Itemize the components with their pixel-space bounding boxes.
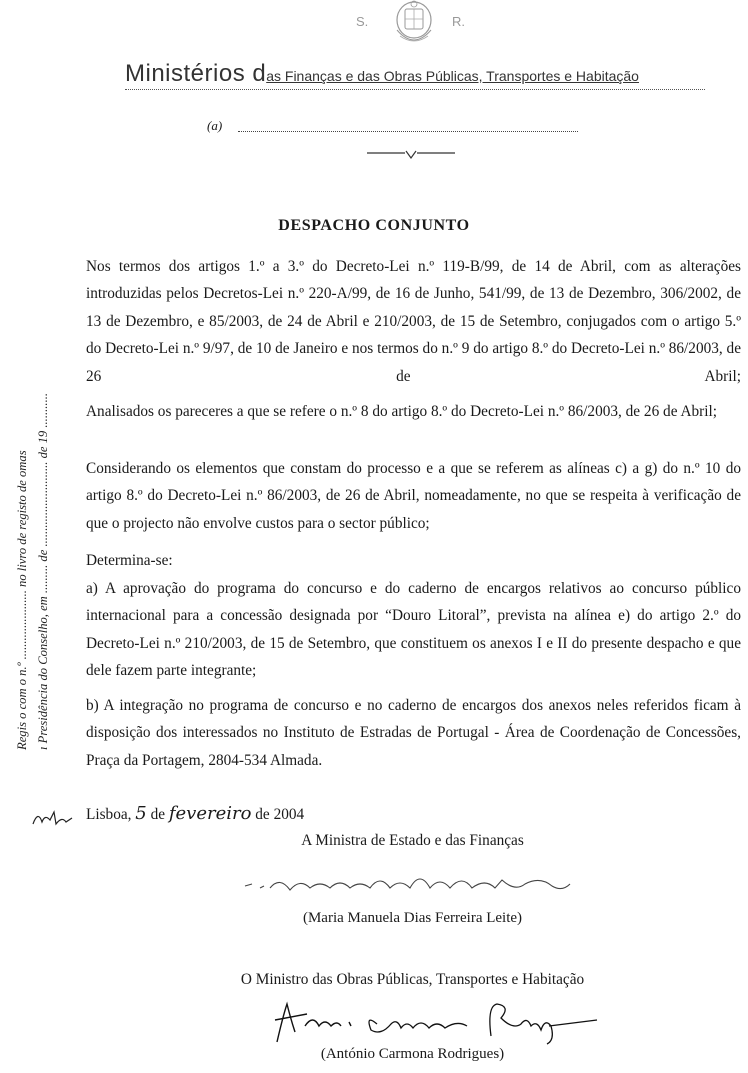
- crest-letter-left: S.: [356, 14, 369, 29]
- paragraph-item-b: b) A integração no programa de concurso e no caderno de encargos dos anexos neles referidos ficam à disposição dos interessados no Instituto de Estradas de Portugal - Área de Coordenação de Concessões, Praça da Portagem, 2804-534 Almada.: [86, 697, 741, 769]
- paragraph-determines: Determina-se:: [86, 552, 173, 569]
- margin-registry-line-2: ı Presidência do Conselho, em ......... de ........................... de 19 ...........: [36, 392, 50, 750]
- signatory-1-name: (Maria Manuela Dias Ferreira Leite): [302, 910, 523, 926]
- ministry-header-large: Ministérios d: [125, 60, 267, 87]
- margin-registry-note: [12, 393, 54, 750]
- ornament-divider-icon: [365, 146, 457, 162]
- date-day: 5: [135, 803, 147, 824]
- ministry-header: [125, 60, 705, 90]
- margin-registry-line-1: Regis o com o n.º ...................... no livro de registo de omas: [15, 450, 29, 750]
- signature-1-handwriting: [240, 866, 580, 904]
- paragraph-opinions: Analisados os pareceres a que se refere o n.º 8 do artigo 8.º do Decreto-Lei n.º 86/2003, de 26 de Abril;: [86, 403, 718, 420]
- coat-of-arms-emblem: [384, 0, 444, 50]
- place-and-date: [86, 803, 304, 824]
- place-label: Lisboa,: [86, 806, 132, 823]
- signature-2-handwriting: [265, 996, 605, 1046]
- signatory-1-role: A Ministra de Estado e das Finanças: [301, 832, 524, 849]
- paragraph-considering: Considerando os elementos que constam do processo e a que se referem as alíneas c) a g) do n.º 10 do artigo 8.º do Decreto-Lei n.º 86/2003, de 26 de Abril, nomeadamente, no que se respeita à verificação de que o projecto não envolve custos para o sector público;: [86, 460, 741, 532]
- date-month: fevereiro: [168, 803, 252, 824]
- paragraph-legal-basis: Nos termos dos artigos 1.º a 3.º do Decreto-Lei n.º 119-B/99, de 14 de Abril, com as alterações introduzidas pelos Decretos-Lei n.º 220-A/99, de 16 de Junho, 541/99, de 13 de Dezembro, 306/2002, de 13 de Dezembro, e 85/2003, de 24 de Abril e 210/2003, de 15 de Setembro, conjugados com o artigo 5.º do Decreto-Lei n.º 9/97, de 10 de Janeiro e nos termos do n.º 9 do artigo 8.º do Decreto-Lei n.º 86/2003, de 26 de Abril;: [86, 258, 741, 385]
- date-year: 2004: [273, 806, 305, 823]
- dotted-fill-line: [238, 131, 578, 132]
- date-de-2: de: [255, 806, 270, 823]
- handwritten-initials: [30, 806, 74, 830]
- crest-letter-right: R.: [452, 14, 465, 29]
- a-label: (a): [207, 118, 223, 133]
- signatory-2-name: (António Carmona Rodrigues): [320, 1046, 505, 1062]
- date-de-1: de: [150, 806, 166, 823]
- document-title: DESPACHO CONJUNTO: [278, 217, 470, 234]
- signatory-2-role: O Ministro das Obras Públicas, Transportes e Habitação: [240, 971, 585, 988]
- paragraph-item-a: a) A aprovação do programa do concurso e do caderno de encargos relativos ao concurso público internacional para a concessão designada por “Douro Litoral”, prevista na alínea e) do artigo 2.º do Decreto-Lei n.º 210/2003, de 15 de Setembro, que constituem os anexos I e II do presente despacho e que dele fazem parte integrante;: [86, 580, 741, 680]
- ministry-header-small: as Finanças e das Obras Públicas, Transportes e Habitação: [266, 68, 639, 84]
